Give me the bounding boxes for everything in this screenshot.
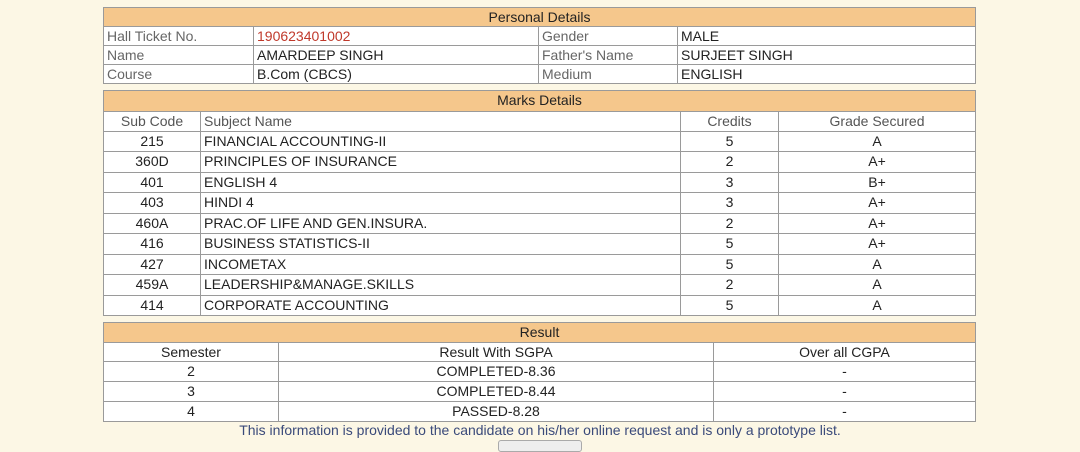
gender-label: Gender [539, 27, 678, 46]
credits: 3 [681, 172, 779, 193]
grade: A+ [779, 152, 976, 173]
result-header: Result [104, 323, 976, 343]
grade: A [779, 295, 976, 316]
name-label: Name [104, 46, 254, 65]
result-table [103, 322, 976, 422]
grade-header: Grade Secured [779, 111, 976, 131]
sub-code: 360D [104, 152, 201, 173]
print-button[interactable] [498, 440, 582, 452]
marks-details-table [103, 90, 976, 316]
table-row [104, 382, 976, 402]
table-row [104, 213, 976, 234]
table-row [104, 254, 976, 275]
table-row [104, 275, 976, 296]
course-label: Course [104, 65, 254, 84]
sub-code: 459A [104, 275, 201, 296]
table-row [104, 402, 976, 422]
sgpa-result: COMPLETED-8.44 [279, 382, 714, 402]
semester: 4 [104, 402, 279, 422]
semester-header: Semester [104, 343, 279, 362]
subject-name: LEADERSHIP&MANAGE.SKILLS [201, 275, 681, 296]
credits: 2 [681, 213, 779, 234]
cgpa: - [714, 402, 976, 422]
subject-name: BUSINESS STATISTICS-II [201, 234, 681, 255]
sub-code-header: Sub Code [104, 111, 201, 131]
sub-code: 403 [104, 193, 201, 214]
cgpa: - [714, 382, 976, 402]
table-row [104, 234, 976, 255]
disclaimer-note: This information is provided to the candidate on his/her online request and is only a prototype list. [239, 422, 841, 438]
sub-code: 401 [104, 172, 201, 193]
cgpa: - [714, 362, 976, 382]
medium-label: Medium [539, 65, 678, 84]
table-row [104, 172, 976, 193]
credits-header: Credits [681, 111, 779, 131]
credits: 2 [681, 275, 779, 296]
sgpa-header: Result With SGPA [279, 343, 714, 362]
subject-name: ENGLISH 4 [201, 172, 681, 193]
father-name-value: SURJEET SINGH [678, 46, 976, 65]
subject-name: PRAC.OF LIFE AND GEN.INSURA. [201, 213, 681, 234]
credits: 5 [681, 234, 779, 255]
marks-details-header: Marks Details [104, 91, 976, 112]
table-row [104, 193, 976, 214]
table-row [104, 362, 976, 382]
subject-name: HINDI 4 [201, 193, 681, 214]
course-value: B.Com (CBCS) [254, 65, 539, 84]
personal-row-2 [104, 46, 976, 65]
sub-code: 427 [104, 254, 201, 275]
semester: 3 [104, 382, 279, 402]
name-value: AMARDEEP SINGH [254, 46, 539, 65]
marks-header-row [104, 111, 976, 131]
credits: 3 [681, 193, 779, 214]
grade: A+ [779, 234, 976, 255]
cgpa-header: Over all CGPA [714, 343, 976, 362]
grade: A+ [779, 213, 976, 234]
subject-name: PRINCIPLES OF INSURANCE [201, 152, 681, 173]
grade: A+ [779, 193, 976, 214]
table-row [104, 152, 976, 173]
sgpa-result: PASSED-8.28 [279, 402, 714, 422]
result-header-row [104, 343, 976, 362]
gender-value: MALE [678, 27, 976, 46]
credits: 5 [681, 295, 779, 316]
subject-name: CORPORATE ACCOUNTING [201, 295, 681, 316]
father-name-label: Father's Name [539, 46, 678, 65]
grade: A [779, 131, 976, 152]
sgpa-result: COMPLETED-8.36 [279, 362, 714, 382]
result-card [103, 7, 975, 422]
sub-code: 416 [104, 234, 201, 255]
grade: A [779, 254, 976, 275]
subject-name: INCOMETAX [201, 254, 681, 275]
table-row [104, 295, 976, 316]
hall-ticket-value: 190623401002 [254, 27, 539, 46]
hall-ticket-label: Hall Ticket No. [104, 27, 254, 46]
credits: 2 [681, 152, 779, 173]
medium-value: ENGLISH [678, 65, 976, 84]
table-row [104, 131, 976, 152]
personal-row-1 [104, 27, 976, 46]
grade: A [779, 275, 976, 296]
personal-row-3 [104, 65, 976, 84]
personal-details-header: Personal Details [104, 8, 976, 27]
personal-details-table [103, 7, 976, 84]
semester: 2 [104, 362, 279, 382]
sub-code: 414 [104, 295, 201, 316]
credits: 5 [681, 254, 779, 275]
grade: B+ [779, 172, 976, 193]
sub-code: 460A [104, 213, 201, 234]
subject-name-header: Subject Name [201, 111, 681, 131]
sub-code: 215 [104, 131, 201, 152]
credits: 5 [681, 131, 779, 152]
subject-name: FINANCIAL ACCOUNTING-II [201, 131, 681, 152]
